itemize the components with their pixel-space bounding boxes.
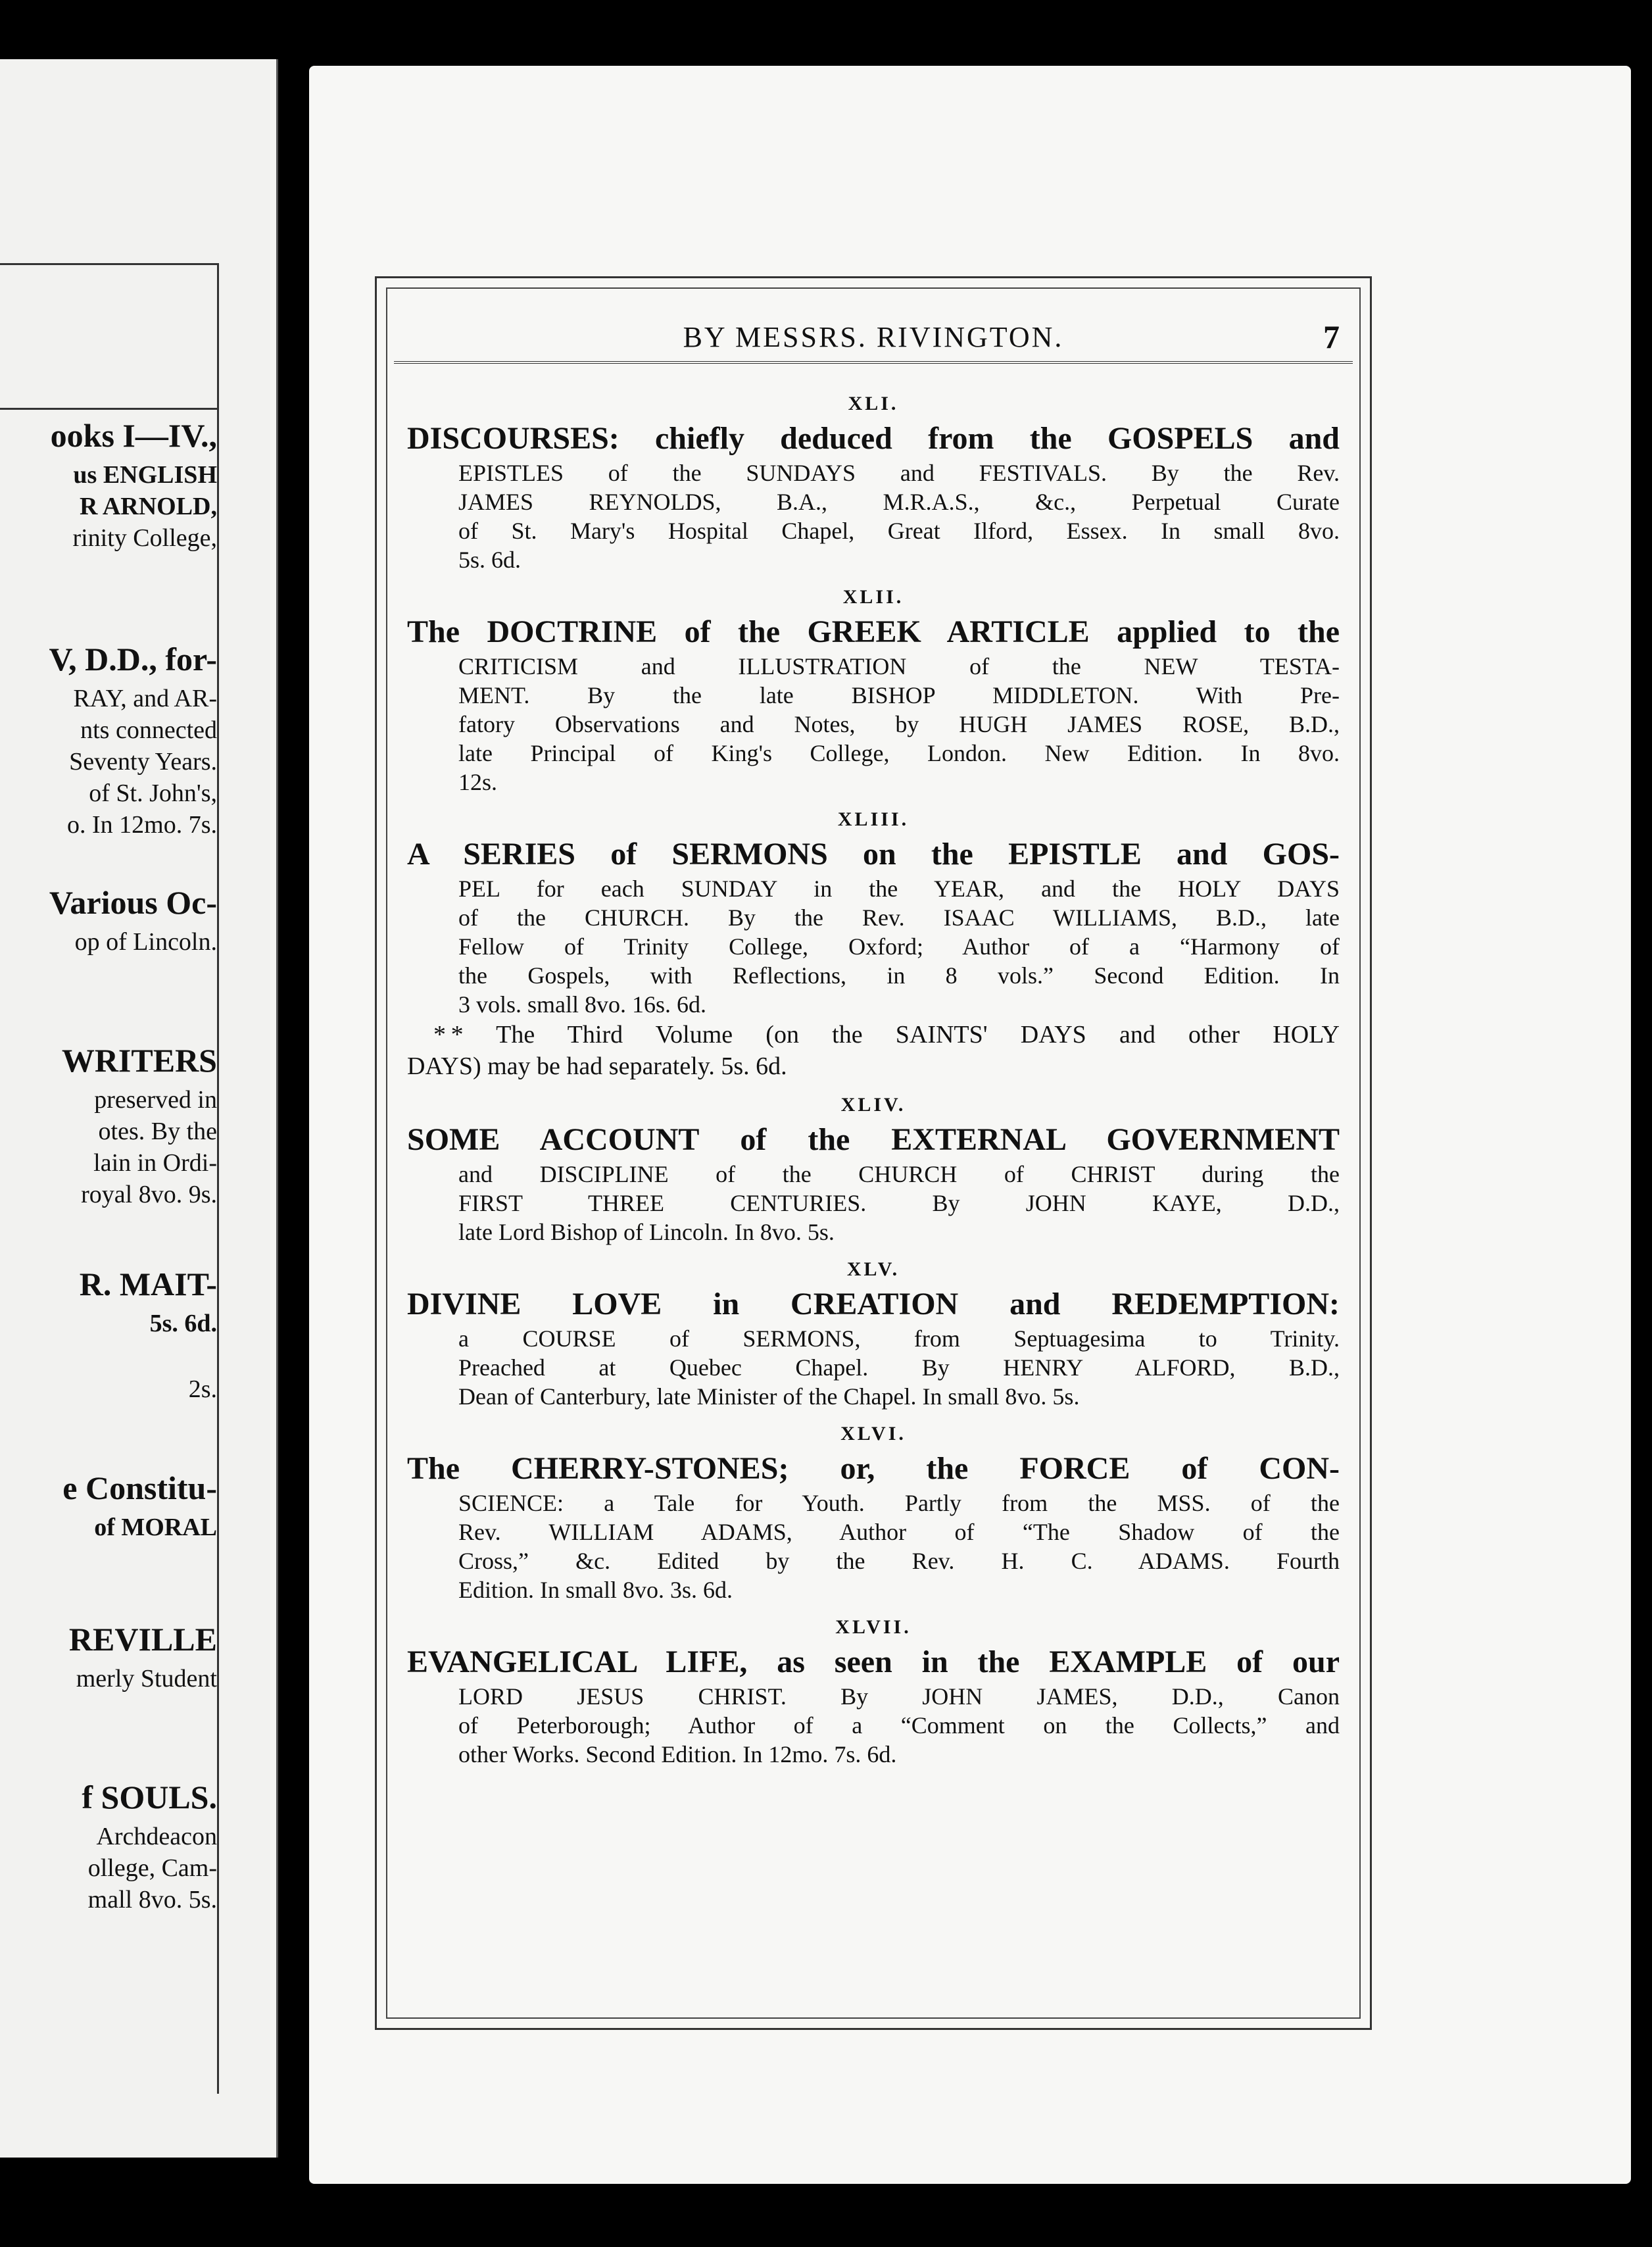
entry-body-line: CRITICISM and ILLUSTRATION of the NEW TESTA- xyxy=(458,653,1340,679)
entry-body-line: PEL for each SUNDAY in the YEAR, and the HOLY DAYS xyxy=(458,876,1340,902)
entry-title: A SERIES of SERMONS on the EPISTLE and GOS- xyxy=(407,837,1340,872)
header-rule xyxy=(394,361,1353,364)
entry-body-line: and DISCIPLINE of the CHURCH of CHRIST during the xyxy=(458,1161,1340,1187)
previous-page-line: REVILLE xyxy=(68,1621,217,1658)
catalogue-entries xyxy=(407,387,1340,1781)
previous-page-line: ooks I—IV., xyxy=(50,417,217,454)
previous-page-line: o. In 12mo. 7s. xyxy=(67,811,217,839)
previous-page-line: nts connected xyxy=(80,716,217,744)
previous-page-line: preserved in xyxy=(94,1086,217,1114)
previous-page-line: merly Student xyxy=(76,1665,217,1692)
previous-page-line: RAY, and AR- xyxy=(73,685,217,712)
previous-page-line: Seventy Years. xyxy=(69,748,217,776)
previous-page-line: lain in Ordi- xyxy=(93,1149,217,1177)
entry-body-line: late Lord Bishop of Lincoln. In 8vo. 5s. xyxy=(458,1219,835,1245)
entry-note-line: DAYS) may be had separately. 5s. 6d. xyxy=(407,1052,787,1080)
previous-page-line: op of Lincoln. xyxy=(74,928,217,956)
entry-numeral: XLI. xyxy=(848,393,899,414)
previous-page-line: 2s. xyxy=(188,1375,217,1403)
entry-body-line: Fellow of Trinity College, Oxford; Author of a “Harmony of xyxy=(458,933,1340,960)
entry-body-line: Edition. In small 8vo. 3s. 6d. xyxy=(458,1577,733,1603)
entry-title: DIVINE LOVE in CREATION and REDEMPTION: xyxy=(407,1287,1340,1321)
page xyxy=(309,66,1631,2184)
entry-body-line: Rev. WILLIAM ADAMS, Author of “The Shadow of the xyxy=(458,1519,1340,1545)
previous-page-line: Archdeacon xyxy=(96,1823,217,1850)
entry-body-line: 5s. 6d. xyxy=(458,547,522,573)
previous-page-line: e Constitu- xyxy=(62,1469,217,1506)
entry-body-line: late Principal of King's College, London. New Edition. In 8vo. xyxy=(458,740,1340,766)
previous-page-line: V, D.D., for- xyxy=(49,641,217,678)
previous-page-line: otes. By the xyxy=(98,1118,217,1145)
catalogue-entry xyxy=(407,1094,1340,1247)
catalogue-entry xyxy=(407,393,1340,574)
running-head-title: BY MESSRS. RIVINGTON. xyxy=(683,321,1064,353)
catalogue-entry xyxy=(407,808,1340,1082)
entry-numeral: XLV. xyxy=(846,1258,900,1280)
running-head xyxy=(387,315,1359,355)
entry-body-line: a COURSE of SERMONS, from Septuagesima to Trinity. xyxy=(458,1325,1340,1352)
entry-numeral: XLVII. xyxy=(835,1616,911,1638)
previous-page-line: WRITERS xyxy=(61,1042,217,1079)
previous-page-line: R. MAIT- xyxy=(79,1266,217,1302)
entry-body-line: LORD JESUS CHRIST. By JOHN JAMES, D.D., Canon xyxy=(458,1683,1340,1710)
entry-body-line: fatory Observations and Notes, by HUGH JAMES ROSE, B.D., xyxy=(458,711,1340,737)
entry-body-line: MENT. By the late BISHOP MIDDLETON. With Pre- xyxy=(458,682,1340,708)
entry-title: The DOCTRINE of the GREEK ARTICLE applied to the xyxy=(407,614,1340,649)
previous-page-line: R ARNOLD, xyxy=(79,493,217,520)
entry-body-line: of Peterborough; Author of a “Comment on the Collects,” and xyxy=(458,1712,1340,1739)
catalogue-entry xyxy=(407,1258,1340,1411)
previous-page-rule xyxy=(0,408,217,410)
page-frame xyxy=(375,276,1372,2030)
previous-page-line: 5s. 6d. xyxy=(149,1310,217,1337)
entry-numeral: XLII. xyxy=(842,586,904,608)
previous-page-fragment xyxy=(0,59,278,2158)
previous-page-line: mall 8vo. 5s. xyxy=(87,1886,217,1914)
entry-title: SOME ACCOUNT of the EXTERNAL GOVERNMENT xyxy=(407,1122,1340,1157)
catalogue-entry xyxy=(407,586,1340,797)
page-number: 7 xyxy=(1323,318,1340,355)
entry-numeral: XLIII. xyxy=(837,808,910,830)
entry-body-line: SCIENCE: a Tale for Youth. Partly from the MSS. of the xyxy=(458,1490,1340,1516)
entry-body-line: Dean of Canterbury, late Minister of the Chapel. In small 8vo. 5s. xyxy=(458,1383,1080,1410)
entry-body-line: the Gospels, with Reflections, in 8 vols.” Second Edition. In xyxy=(458,962,1340,989)
entry-body-line: of St. Mary's Hospital Chapel, Great Ilford, Essex. In small 8vo. xyxy=(458,518,1340,544)
entry-body-line: 12s. xyxy=(458,769,498,795)
previous-page-line: rinity College, xyxy=(72,524,217,552)
previous-page-line: ollege, Cam- xyxy=(87,1854,217,1882)
entry-body-line: Cross,” &c. Edited by the Rev. H. C. ADAMS. Fourth xyxy=(458,1548,1340,1574)
entry-title: DISCOURSES: chiefly deduced from the GOSPELS and xyxy=(407,421,1340,456)
entry-body-line: EPISTLES of the SUNDAYS and FESTIVALS. By the Rev. xyxy=(458,460,1340,486)
entry-title: EVANGELICAL LIFE, as seen in the EXAMPLE of our xyxy=(407,1644,1340,1679)
entry-body-line: JAMES REYNOLDS, B.A., M.R.A.S., &c., Perpetual Curate xyxy=(458,489,1340,515)
entry-note-line: * * The Third Volume (on the SAINTS' DAYS and other HOLY xyxy=(433,1021,1340,1049)
previous-page-line: Various Oc- xyxy=(49,884,217,921)
entry-numeral: XLVI. xyxy=(840,1423,906,1444)
previous-page-line: of St. John's, xyxy=(89,779,217,807)
catalogue-entry xyxy=(407,1616,1340,1769)
entry-numeral: XLIV. xyxy=(840,1094,906,1116)
entry-body-line: other Works. Second Edition. In 12mo. 7s. 6d. xyxy=(458,1741,897,1767)
entry-title: The CHERRY-STONES; or, the FORCE of CON- xyxy=(407,1451,1340,1486)
entry-body-line: FIRST THREE CENTURIES. By JOHN KAYE, D.D., xyxy=(458,1190,1340,1216)
entry-body-line: 3 vols. small 8vo. 16s. 6d. xyxy=(458,991,707,1018)
previous-page-line: royal 8vo. 9s. xyxy=(81,1181,217,1208)
previous-page-line: of MORAL xyxy=(94,1514,217,1541)
previous-page-line: us ENGLISH xyxy=(73,461,217,489)
previous-page-line: f SOULS. xyxy=(82,1779,217,1815)
entry-body-line: Preached at Quebec Chapel. By HENRY ALFORD, B.D., xyxy=(458,1354,1340,1381)
entry-body-line: of the CHURCH. By the Rev. ISAAC WILLIAMS, B.D., late xyxy=(458,904,1340,931)
catalogue-entry xyxy=(407,1423,1340,1604)
page-frame-inner xyxy=(386,287,1361,2019)
